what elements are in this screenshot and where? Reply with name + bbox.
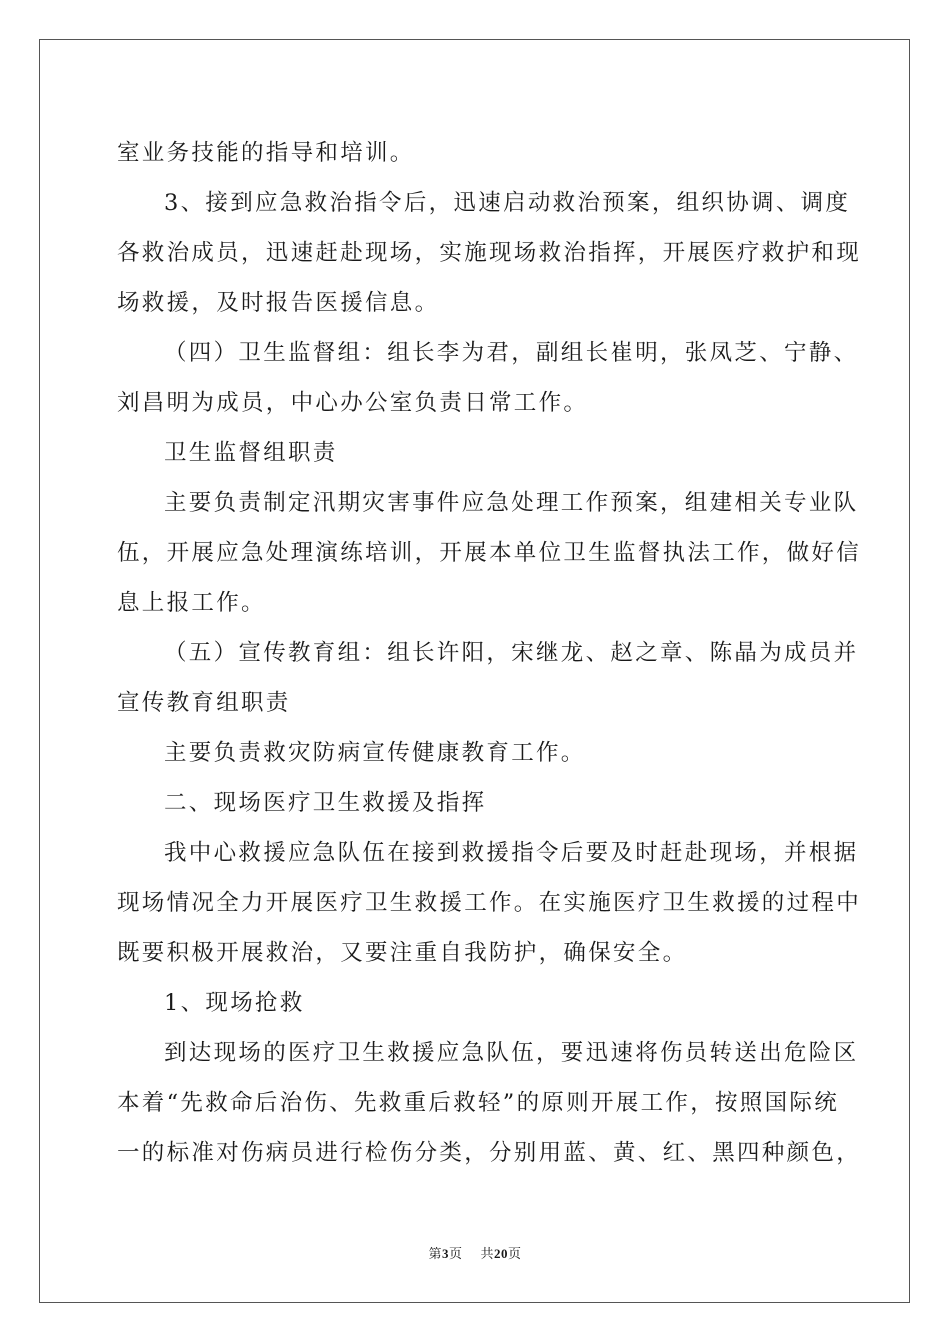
section-heading: 宣传教育组职责 [117,690,291,716]
text-line: 场救援，及时报告医援信息。 [117,290,440,316]
text-line: 现场情况全力开展医疗卫生救援工作。在实施医疗卫生救援的过程中 [117,890,862,916]
text-line: （四）卫生监督组：组长李为君，副组长崔明，张凤芝、宁静、 [164,340,859,366]
section-heading: 卫生监督组职责 [164,440,338,466]
text-line: 3、接到应急救治指令后，迅速启动救治预案，组织协调、调度 [164,190,851,216]
text-line: （五）宣传教育组：组长许阳，宋继龙、赵之章、陈晶为成员并 [164,640,859,666]
page-footer [0,1245,950,1264]
text-line: 本着“先救命后治伤、先救重后救轻”的原则开展工作，按照国际统 [117,1090,840,1116]
text-line: 我中心救援应急队伍在接到救援指令后要及时赶赴现场，并根据 [164,840,859,866]
total-suffix: 页 [508,1247,522,1262]
page-prefix: 第 [428,1247,442,1262]
text-line: 伍，开展应急处理演练培训，开展本单位卫生监督执法工作，做好信 [117,540,862,566]
text-line: 到达现场的医疗卫生救援应急队伍，要迅速将伤员转送出危险区 [164,1040,859,1066]
text-line: 息上报工作。 [117,590,266,616]
text-line: 各救治成员，迅速赶赴现场，实施现场救治指挥，开展医疗救护和现 [117,240,862,266]
text-line: 主要负责救灾防病宣传健康教育工作。 [164,740,586,766]
text-line: 主要负责制定汛期灾害事件应急处理工作预案，组建相关专业队 [164,490,859,516]
total-prefix: 共 [480,1247,495,1262]
text-line: 刘昌明为成员，中心办公室负责日常工作。 [117,390,589,416]
section-heading: 二、现场医疗卫生救援及指挥 [164,790,487,816]
section-heading: 1、现场抢救 [164,990,305,1016]
text-line: 室业务技能的指导和培训。 [117,140,415,166]
page-suffix: 页 [448,1247,463,1262]
text-line: 既要积极开展救治，又要注重自我防护，确保安全。 [117,940,688,966]
total-pages: 20 [494,1246,509,1261]
document-body [117,128,862,1178]
page-number: 3 [441,1246,449,1261]
text-line: 一的标准对伤病员进行检伤分类，分别用蓝、黄、红、黑四种颜色， [117,1140,862,1166]
